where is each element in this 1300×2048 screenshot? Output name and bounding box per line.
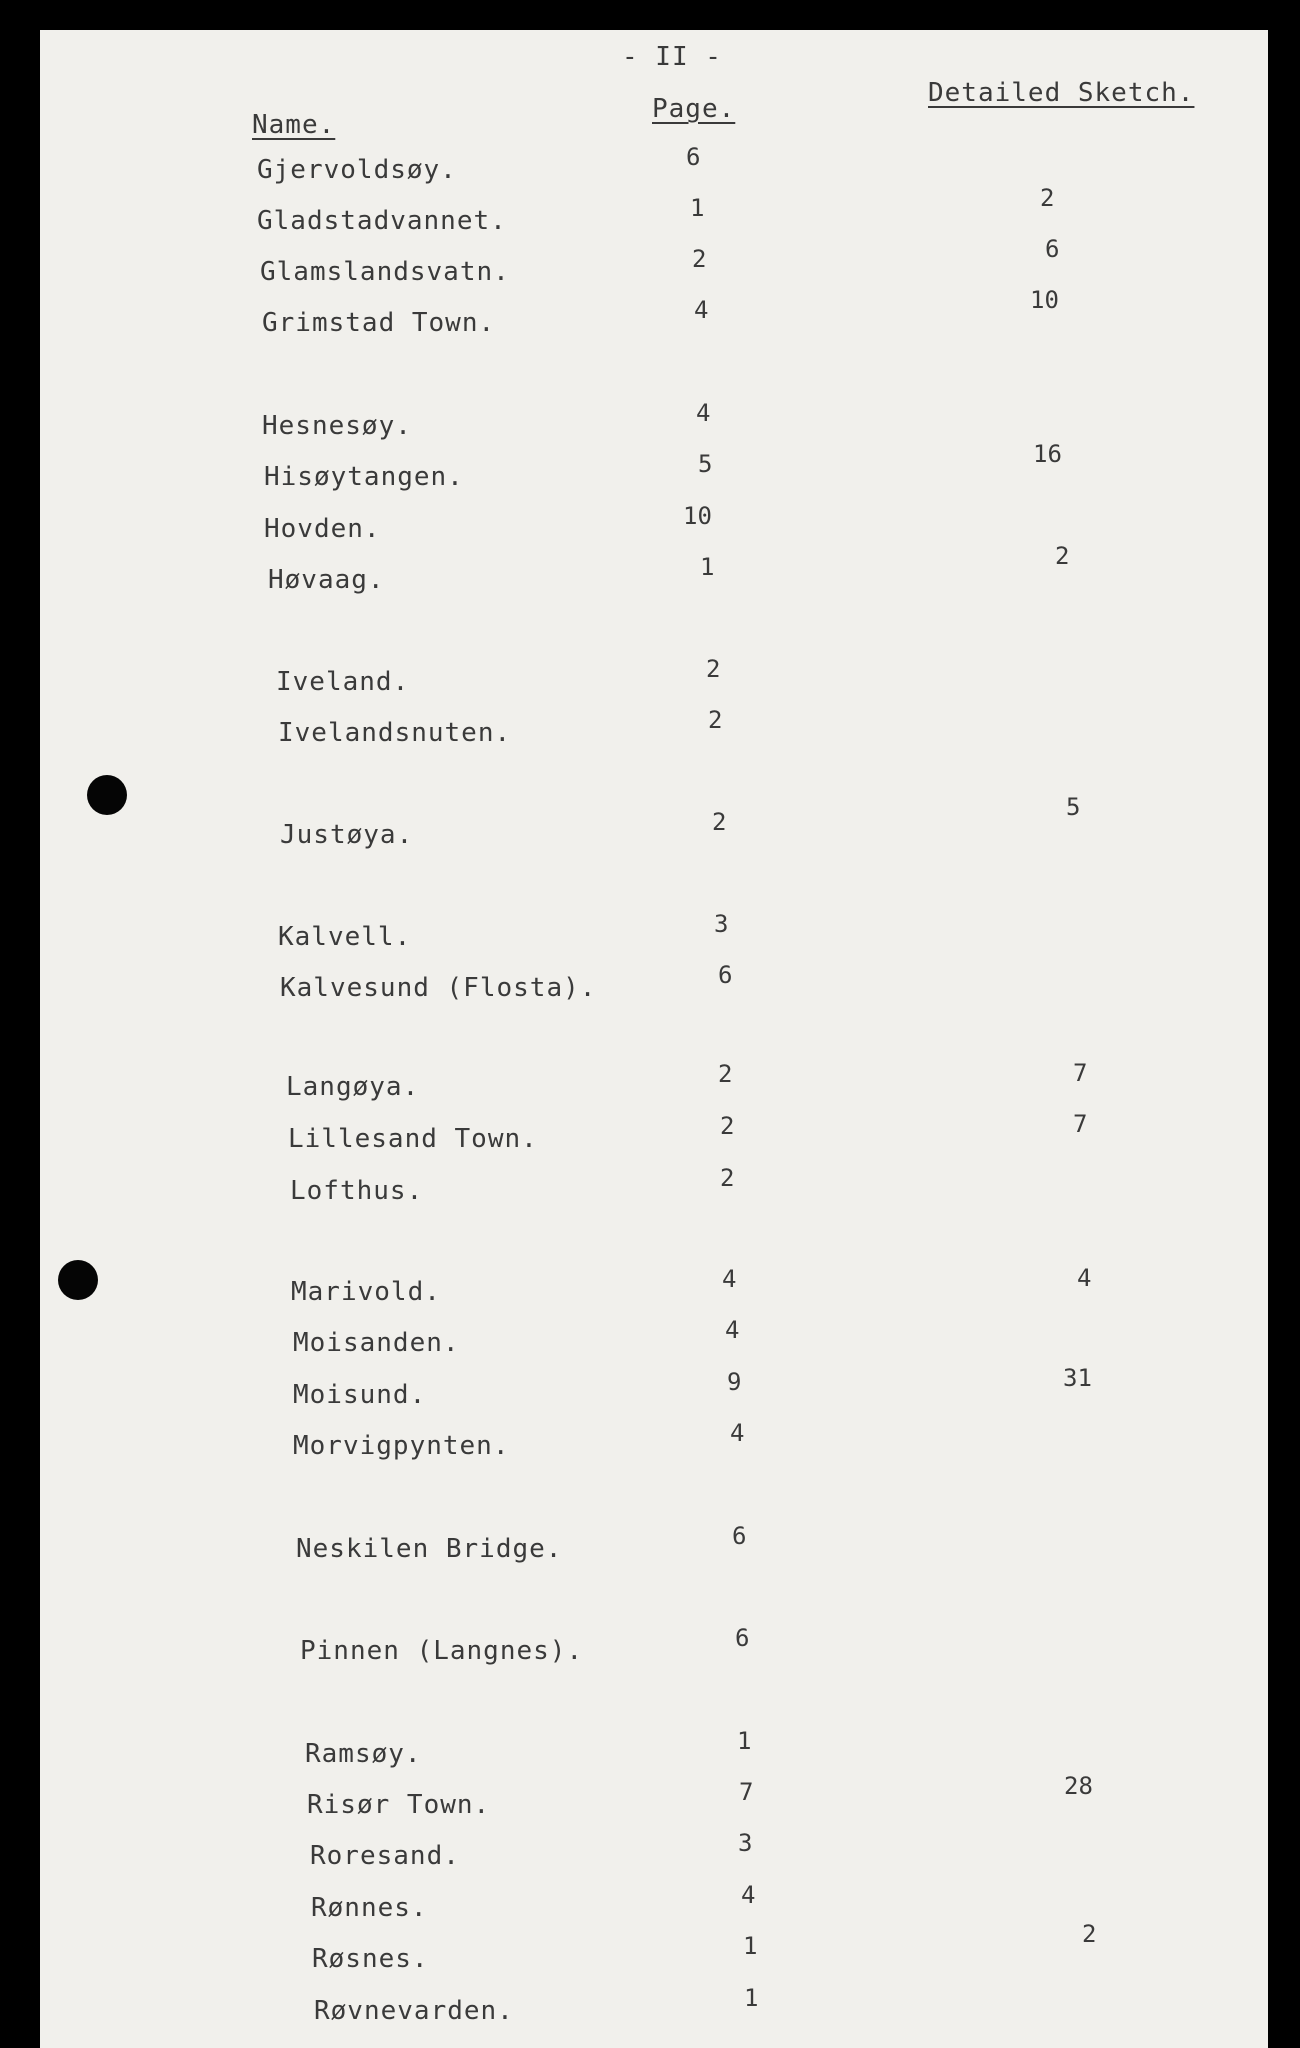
entry-page-number: 4 [730, 1419, 745, 1447]
entry-name: Kalvell. [278, 922, 412, 952]
entry-name: Risør Town. [307, 1790, 491, 1820]
header-name: Name. [252, 110, 336, 140]
entry-page-number: 6 [718, 961, 733, 989]
entry-name: Høvaag. [268, 565, 385, 595]
entry-name: Moisund. [293, 1380, 427, 1410]
entry-name: Langøya. [286, 1072, 420, 1102]
entry-name: Gjervoldsøy. [257, 155, 457, 185]
entry-page-number: 1 [700, 553, 715, 581]
entry-sketch-number: 4 [1077, 1264, 1092, 1292]
entry-sketch-number: 2 [1040, 184, 1055, 212]
entry-name: Justøya. [280, 820, 414, 850]
entry-page-number: 4 [696, 399, 711, 427]
entry-page-number: 6 [732, 1522, 747, 1550]
entry-sketch-number: 28 [1064, 1772, 1093, 1800]
entry-page-number: 1 [690, 194, 705, 222]
punch-hole [87, 775, 127, 815]
entry-name: Neskilen Bridge. [296, 1534, 563, 1564]
entry-name: Ivelandsnuten. [278, 718, 512, 748]
entry-sketch-number: 31 [1063, 1364, 1092, 1392]
entry-page-number: 10 [683, 502, 712, 530]
entry-name: Hovden. [264, 514, 381, 544]
entry-sketch-number: 7 [1073, 1059, 1088, 1087]
entry-sketch-number: 16 [1033, 440, 1062, 468]
entry-name: Lofthus. [290, 1176, 424, 1206]
entry-sketch-number: 2 [1082, 1920, 1097, 1948]
entry-page-number: 2 [692, 245, 707, 273]
entry-name: Iveland. [276, 667, 410, 697]
entry-name: Hisøytangen. [264, 462, 464, 492]
entry-page-number: 3 [738, 1829, 753, 1857]
entry-page-number: 6 [686, 143, 701, 171]
entry-sketch-number: 10 [1030, 286, 1059, 314]
entry-sketch-number: 5 [1066, 793, 1081, 821]
entry-sketch-number: 6 [1045, 235, 1060, 263]
entry-page-number: 1 [744, 1984, 759, 2012]
entry-page-number: 4 [741, 1881, 756, 1909]
entry-sketch-number: 2 [1055, 542, 1070, 570]
entry-page-number: 2 [718, 1060, 733, 1088]
entry-sketch-number: 7 [1073, 1110, 1088, 1138]
entry-name: Gladstadvannet. [257, 206, 507, 236]
entry-name: Marivold. [291, 1277, 441, 1307]
entry-name: Røsnes. [312, 1944, 429, 1974]
entry-page-number: 1 [737, 1727, 752, 1755]
entry-name: Morvigpynten. [293, 1431, 510, 1461]
entry-name: Grimstad Town. [262, 308, 496, 338]
header-detailed-sketch: Detailed Sketch. [928, 78, 1195, 108]
entry-name: Moisanden. [293, 1328, 460, 1358]
entry-name: Roresand. [310, 1841, 460, 1871]
entry-page-number: 2 [720, 1112, 735, 1140]
document-page [40, 30, 1268, 2048]
entry-name: Lillesand Town. [288, 1124, 538, 1154]
entry-name: Hesnesøy. [262, 411, 412, 441]
entry-page-number: 1 [743, 1932, 758, 1960]
entry-name: Pinnen (Langnes). [300, 1636, 584, 1666]
entry-page-number: 2 [706, 655, 721, 683]
entry-name: Kalvesund (Flosta). [280, 973, 597, 1003]
entry-page-number: 4 [725, 1316, 740, 1344]
entry-page-number: 2 [712, 808, 727, 836]
entry-name: Røvnevarden. [314, 1996, 514, 2026]
entry-page-number: 9 [727, 1368, 742, 1396]
entry-page-number: 2 [708, 706, 723, 734]
page-marker: - II - [622, 42, 722, 72]
entry-page-number: 5 [698, 450, 713, 478]
header-page: Page. [652, 94, 736, 124]
punch-hole [58, 1260, 98, 1300]
entry-page-number: 4 [694, 296, 709, 324]
entry-page-number: 7 [739, 1778, 754, 1806]
entry-name: Rønnes. [311, 1893, 428, 1923]
entry-name: Ramsøy. [305, 1739, 422, 1769]
entry-page-number: 6 [735, 1624, 750, 1652]
entry-name: Glamslandsvatn. [260, 257, 510, 287]
entry-page-number: 4 [722, 1265, 737, 1293]
entry-page-number: 2 [720, 1164, 735, 1192]
entry-page-number: 3 [714, 910, 729, 938]
